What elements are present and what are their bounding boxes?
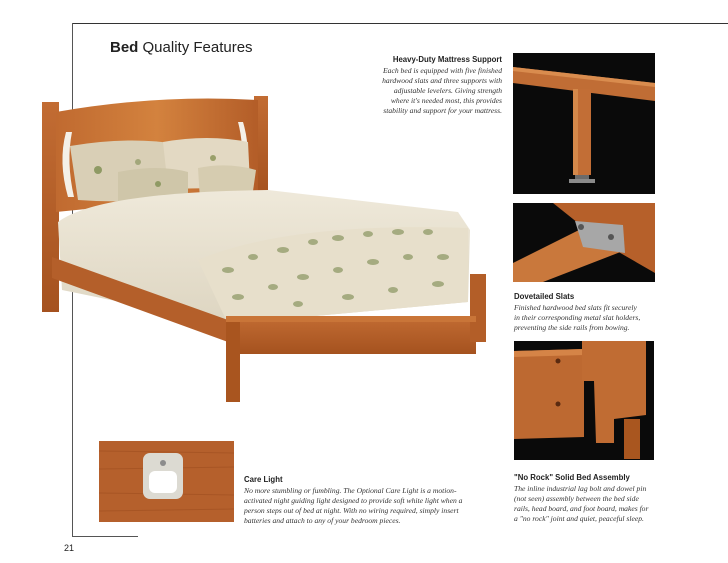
dovetailed-slats-text: Dovetailed Slats Finished hardwood bed slats fit securely in their corresponding metal slat holders, preventing the side rails from bowing. [514,292,664,333]
page-title: Bed Quality Features [110,39,253,56]
bed-photo [38,92,493,404]
care-light-heading: Care Light [244,475,283,484]
page-number: 21 [64,543,75,553]
dovetailed-slats-photo [513,203,655,282]
mattress-support-text: Heavy-Duty Mattress Support Each bed is equipped with five finished hardwood slats and three supports with adjustable levelers. Giving strength where it's needed most, this provides stability and support for your mattress. [370,55,502,116]
no-rock-text: "No Rock" Solid Bed Assembly The inline industrial lag bolt and dowel pin (not seen) assembly between the bed side rails, head board, and foot board, makes for a "no rock" joint and quiet, peaceful sleep. [514,473,674,524]
mattress-support-heading: Heavy-Duty Mattress Support [392,55,502,64]
care-light-text: Care Light No more stumbling or fumbling. The Optional Care Light is a motion- activated night guiding light designed to provide soft white light when a person steps out of bed at night. With no wiring required, simply insert batteries and attach to any of your bedroom pieces. [244,475,504,526]
dovetailed-slats-heading: Dovetailed Slats [514,292,575,301]
top-rule [72,23,728,24]
no-rock-photo [514,341,654,460]
no-rock-heading: "No Rock" Solid Bed Assembly [514,473,630,482]
care-light-photo [99,441,234,522]
mattress-support-photo [513,53,655,194]
bottom-rule [72,536,138,537]
